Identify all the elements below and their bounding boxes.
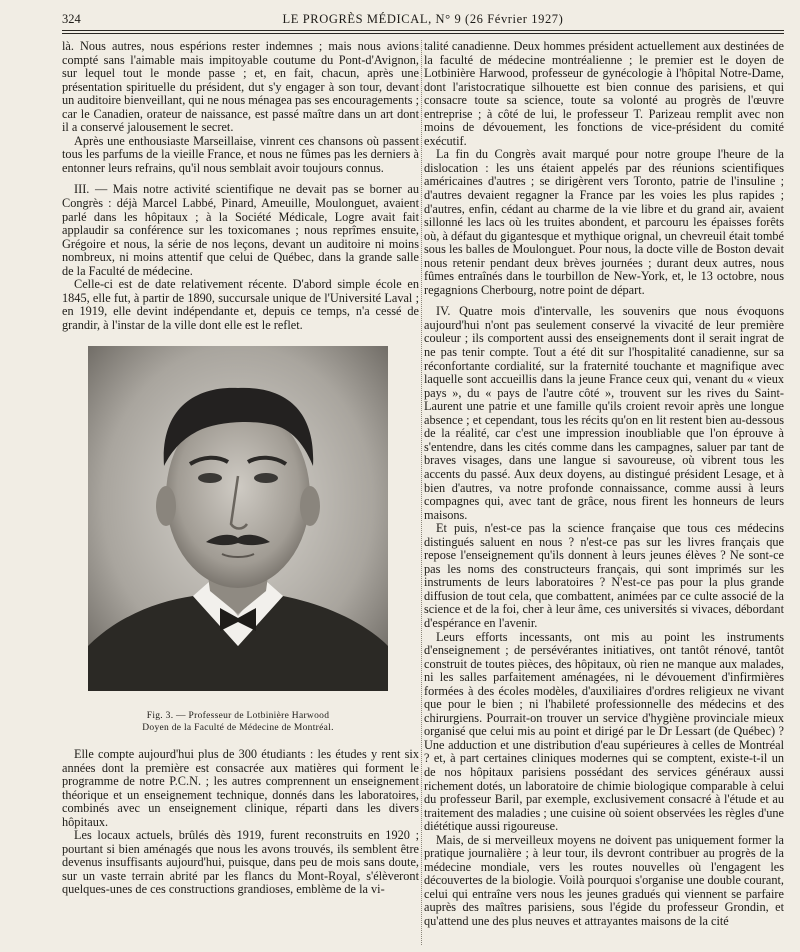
- left-column-bottom: [62, 748, 419, 897]
- paragraph: Mais, de si merveilleux moyens ne doivent pas uniquement former la pratique journalière ; à leur tour, ils devront contribuer au progrès de la médecine mondiale, vers les routes nouvelles où l'engagent les découvertes de la biologie. Voilà pourquoi s'organise une double courant, celui qui entraîne vers nous les jeunes gradués qui viennent se parfaire auprès des maîtres parisiens, sous l'égide du professeur Grondin, et qu'attend une des plus neuves et attrayantes maisons de la cité: [424, 832, 784, 928]
- column-divider: [421, 40, 422, 945]
- caption-line-2: Doyen de la Faculté de Médecine de Montréal.: [142, 723, 334, 733]
- section-iv-paragraph: IV. Quatre mois d'intervalle, les souvenirs que nous évoquons aujourd'hui n'ont pas seulement conservé la vivacité de leur première couleur ; ils comportent aussi des enseignements dont il serait ingrat de ne pas tenir compte. Tout a été dit sur l'hospitalité canadienne, sur sa réconfortante cordialité, sur la fraternité touchante et magnifique avec laquelle sont accueillis dans la jeune France ceux qui, venant du « vieux pays », du « pays de l'autre côté », trouvent sur les rives du Saint-Laurent une patrie et une famille qu'ils croient revoir après une longue absence ; et cependant, tous les récits qu'on en lit restent bien au-dessous de la réalité, car c'est une impression inoubliable que l'on éprouve à s'entendre, dans les cités comme dans les campagnes, saluer par tant de braves visages, dans une langue si savoureuse, où vibrent tous les accents du passé. Aux deux doyens, au distingué président Lesage, et à bien d'autres, va notre profonde connaissance, comme aussi à leurs compagnes qui, avec tant de grâce, nous firent les honneurs de leurs maisons.: [424, 304, 784, 522]
- header-rule-thin: [62, 33, 784, 34]
- running-header: [62, 10, 784, 28]
- paragraph: Celle-ci est de date relativement récente. D'abord simple école en 1845, elle fut, à partir de 1890, succursale unique de l'Université Laval ; en 1919, elle devint indépendante et, depuis ce temps, n'a cessé de grandir, à l'instar de la ville dont elle est le reflet.: [62, 277, 419, 332]
- header-rule-thick: [62, 30, 784, 31]
- paragraph: là. Nous autres, nous espérions rester indemnes ; mais nous avions compté sans l'aimable mais impitoyable coutume du Pont-d'Avignon, sur lequel tout le monde passe ; et, en fait, chacun, après une présentation spirituelle du président, dut s'y engager à son tour, devant un auditoire bienveillant, qui ne nous ménagea pas ses encouragements ; car le Canadien, orateur de naissance, est passé maître dans un art dont il a conservé jalousement le secret.: [62, 39, 419, 135]
- left-column-top: [62, 40, 419, 332]
- paragraph: La fin du Congrès avait marqué pour notre groupe l'heure de la dislocation : les uns étaient appelés par des réunions scientifiques américaines d'autres ; se dirigèrent vers Toronto, patrie de l'insuline ; d'autres devaient regagner la France par les voies les plus rapides ; d'autres, enfin, cédant au charme de la vie libre et du grand air, avaient sillonné les lacs où les truites abondent, et parcouru les épaisses forêts où, à défaut du gigantesque et mythique orignal, un chevreuil était tombé sous les balles de Moulonguet. Pour nous, la docte ville de Boston devait nous retenir pendant deux brèves journées ; durant deux autres, nous fûmes entraînés dans le tourbillon de New-York, et, le 13 octobre, nous regagnions Cherbourg, notre point de départ.: [424, 147, 784, 297]
- portrait-image: [88, 346, 388, 691]
- paragraph: talité canadienne. Deux hommes président actuellement aux destinées de la faculté de médecine montréalienne ; le premier est le doyen de Lotbinière Harwood, professeur de gynécologie à l'hôpital Notre-Dame, dont l'aristocratique silhouette est bien connue des parisiens, et qui consacre toute sa science, toute sa volonté au progrès de l'œuvre entreprise ; à côté de lui, le professeur T. Parizeau remplit avec non moins de dévouement, les fonctions de vice-président du comité exécutif.: [424, 39, 784, 148]
- journal-title: LE PROGRÈS MÉDICAL, N° 9 (26 Février 1927): [282, 12, 564, 26]
- figure-caption: [88, 710, 388, 734]
- right-column: [424, 40, 784, 929]
- paragraph: Les locaux actuels, brûlés dès 1919, furent reconstruits en 1920 ; pourtant si bien aménagés que nous les avons trouvés, ils semblent être devenus insuffisants aujourd'hui, puisque, dans peu de mois sans doute, sur un vaste terrain abrité par les flancs du Mont-Royal, s'élèveront quelques-unes de ces constructions grandioses, emblème de la vi-: [62, 828, 419, 897]
- paragraph: Après une enthousiaste Marseillaise, vinrent ces chansons où passent tous les parfums de la vieille France, et nous ne fûmes pas les derniers à entonner leurs refrains, qu'il nous semblait avoir toujours connus.: [62, 133, 419, 175]
- page-number: 324: [62, 12, 81, 26]
- caption-line-1: Fig. 3. — Professeur de Lotbinière Harwood: [146, 711, 330, 721]
- paragraph: Et puis, n'est-ce pas la science française que tous ces médecins distingués saluent en nous ? n'est-ce pas sur les livres français que repose l'enseignement qu'ils donnent à leurs jeunes élèves ? Ne sont-ce pas les noms des constructeurs français, qui sont imprimés sur les instruments de leurs laboratoires ? N'est-ce pas pour la plus grande diffusion de tout cela, que combattent, animées par ce culte associé de la science et de la foi, cher à leur âme, ces universités si vivaces, débordant d'espérance en l'avenir.: [424, 521, 784, 630]
- section-iii-paragraph: III. — Mais notre activité scientifique ne devait pas se borner au Congrès : déjà Marcel Labbé, Pinard, Ameuille, Moulonguet, avaient parlé dans les hôpitaux ; à la Société Médicale, Logre avait fait applaudir sa conférence sur les toxicomanes ; nous reprîmes ensuite, Grégoire et nous, la série de nos leçons, devant un auditoire ni moins nombreux, ni moins attentif que celui de Québec, dans la grande salle de la Faculté de médecine.: [62, 182, 419, 278]
- paragraph: Elle compte aujourd'hui plus de 300 étudiants : les études y rent six années dont la première est consacrée aux matières qui forment le programme de notre P.C.N. ; les autres comprennent un enseignement théorique et un enseignement technique, donnés dans les laboratoires, combinés avec un enseignement clinique, réparti dans les divers hôpitaux.: [62, 747, 419, 829]
- paragraph: Leurs efforts incessants, ont mis au point les instruments d'enseignement ; de persévérantes initiatives, ont tantôt rénové, tantôt construit de toutes pièces, des hôpitaux, où rien ne manque aux malades, ni les salles parfaitement aménagées, ni le dévouement d'infirmières formées à des écoles modèles, d'auxiliaires d'ordres religieux ne vivant que pour le bien ; ni l'habileté professionnelle des médecins et des chirurgiens. Pourrait-on trouver un service d'hygiène provinciale mieux organisé que celui mis au point et dirigé par le Dr Lessart (de Québec) ? Une adduction et une distribution d'eau supérieures à celles de Montréal ? et, à part certaines cliniques modernes qui se comptent, existe-t-il un de nos hôpitaux parisiens possédant des services généraux aussi richement dotés, un laboratoire de chimie biologique comparable à celui du professeur Baril, par exemple, exclusivement consacré à l'étude et au traitement des maladies ; une cuisine où soient observées les règles d'une diététique aussi rigoureuse.: [424, 629, 784, 834]
- portrait-photo: [88, 346, 388, 691]
